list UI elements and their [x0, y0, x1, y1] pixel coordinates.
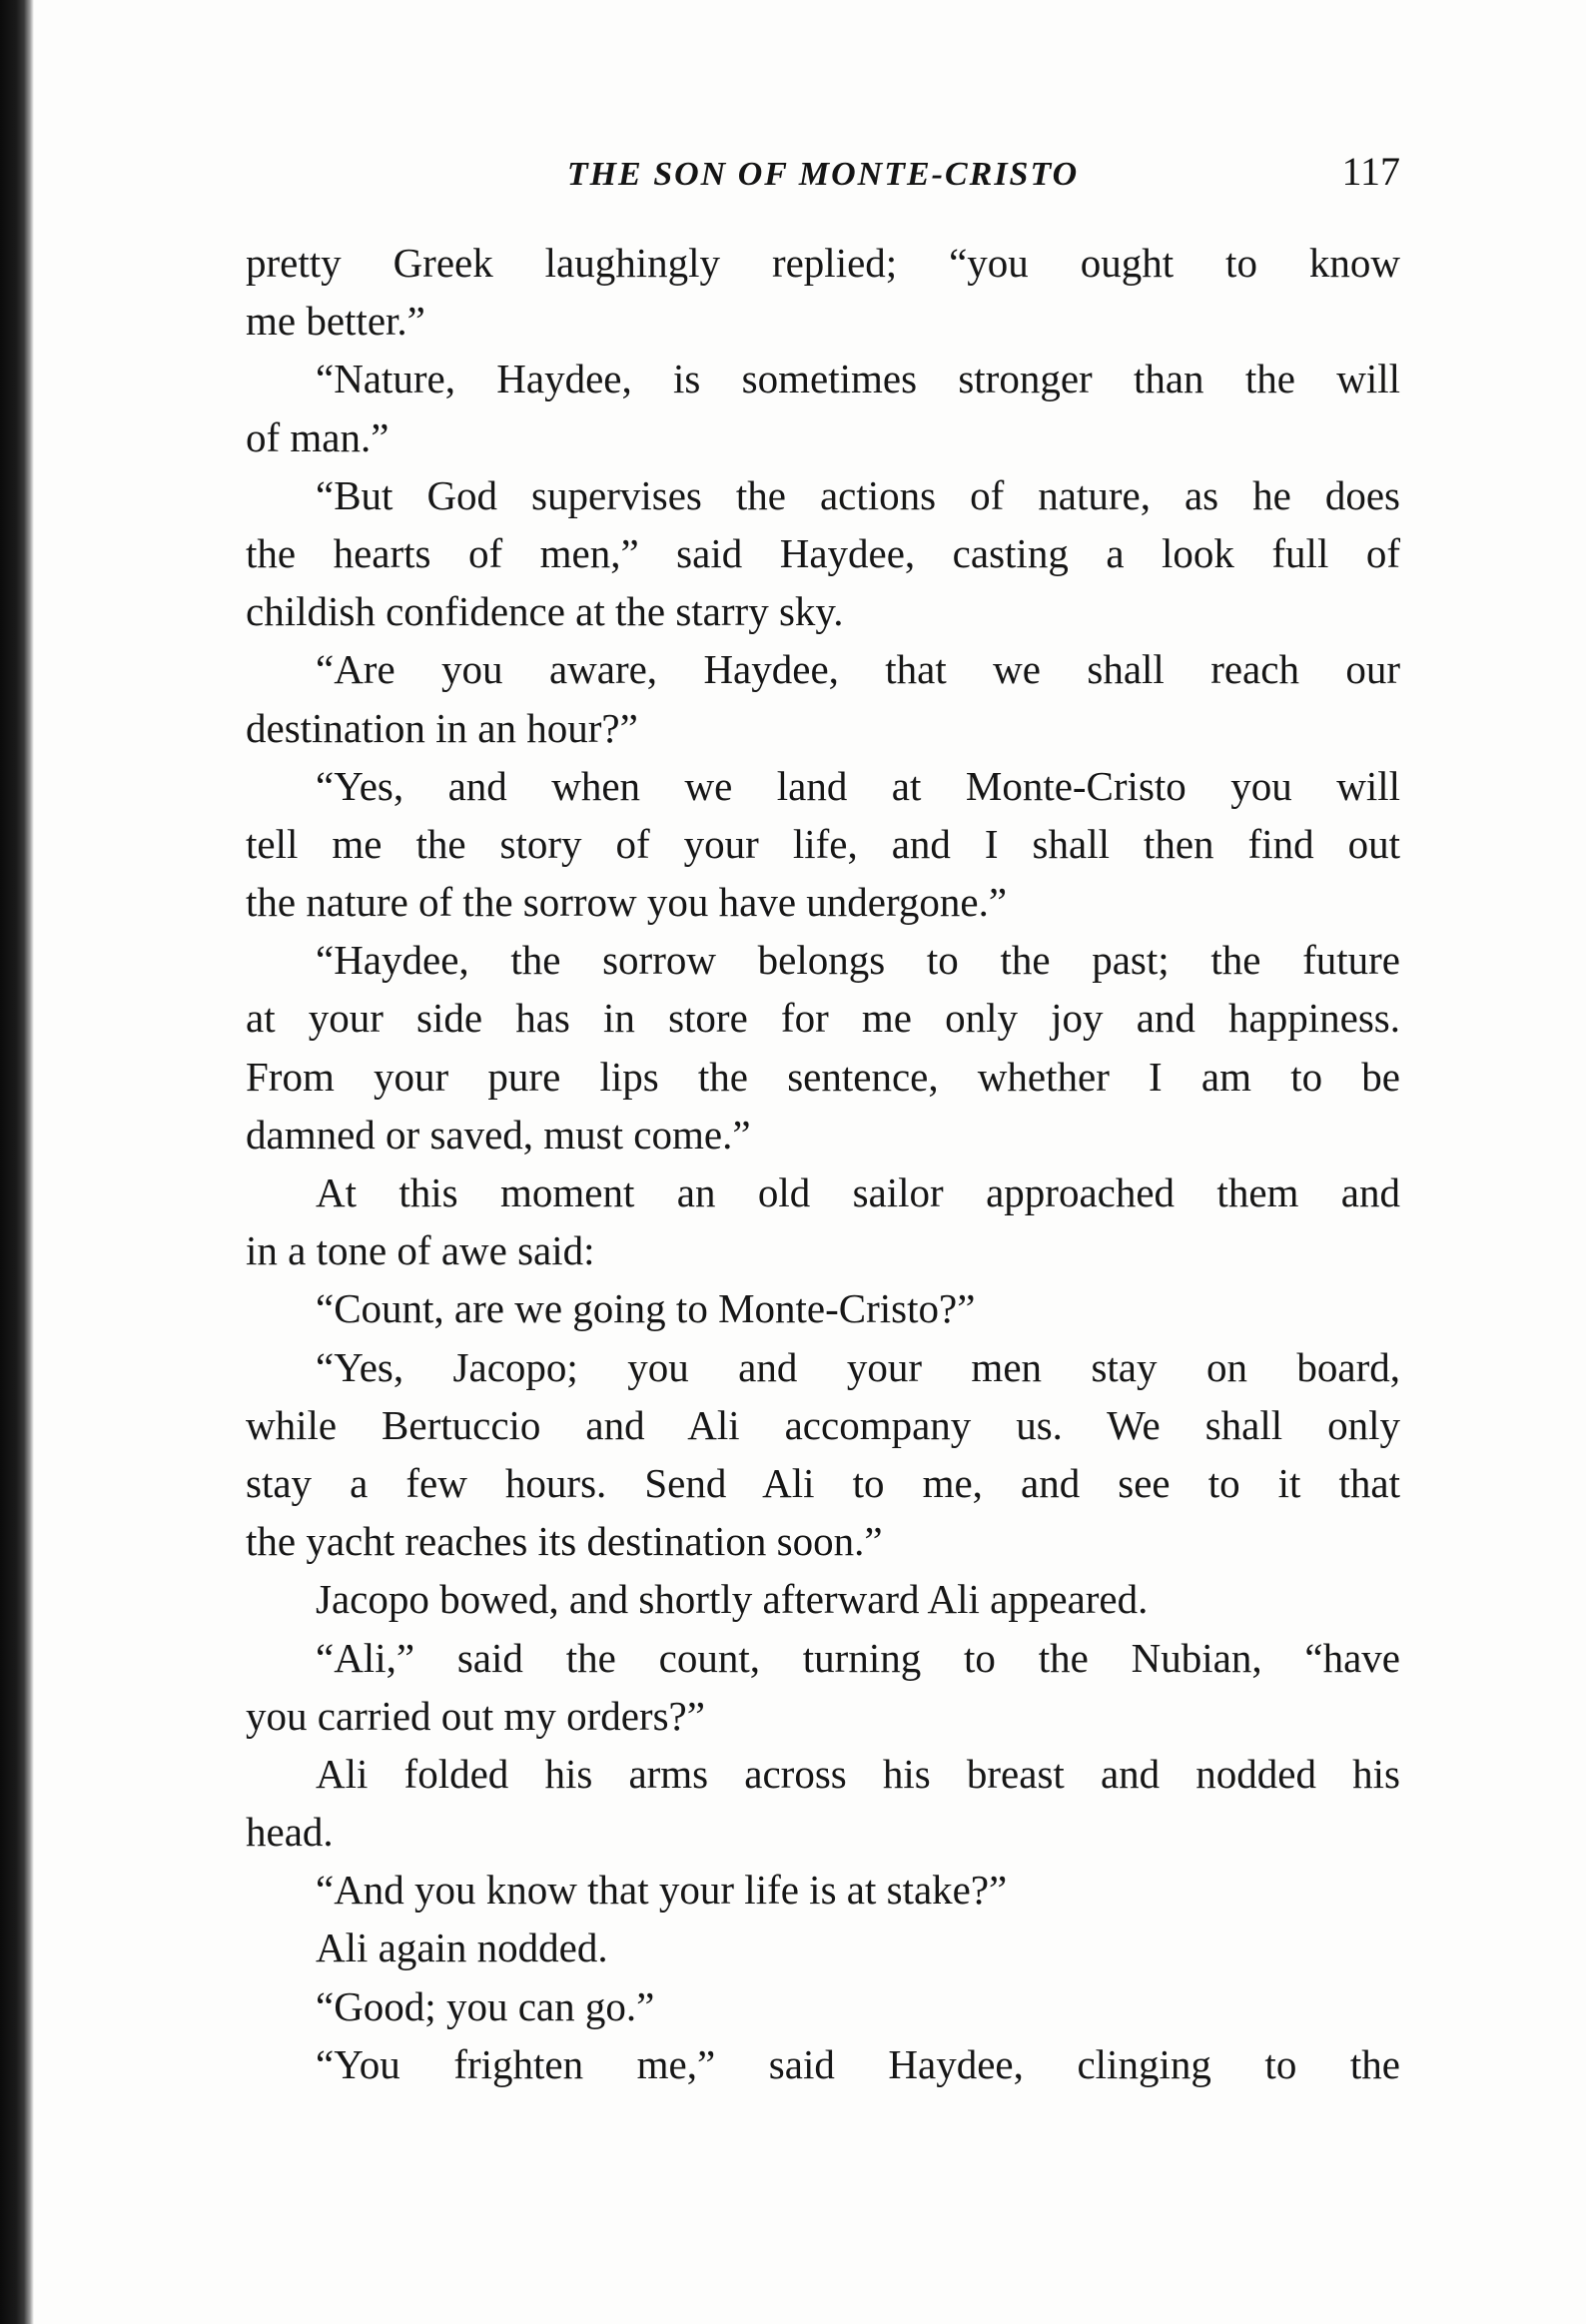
text-line: stay a few hours. Send Ali to me, and see to it that	[246, 1459, 1400, 1506]
page-header	[246, 148, 1400, 208]
text-line: From your pure lips the sentence, whether I am to be	[246, 1053, 1400, 1100]
text-line: of man.”	[246, 413, 390, 460]
text-line: “And you know that your life is at stake?”	[316, 1867, 1008, 1914]
text-line: head.	[246, 1809, 334, 1856]
text-line: “Good; you can go.”	[316, 1982, 655, 2029]
text-line: Ali again nodded.	[316, 1925, 608, 1971]
text-line: me better.”	[246, 298, 425, 345]
text-line: childish confidence at the starry sky.	[246, 588, 844, 635]
text-line: in a tone of awe said:	[246, 1227, 595, 1274]
text-line: while Bertuccio and Ali accompany us. We shall only	[246, 1401, 1400, 1448]
text-line: damned or saved, must come.”	[246, 1111, 751, 1158]
text-line: “You frighten me,” said Haydee, clinging to the	[316, 2040, 1400, 2087]
text-line: At this moment an old sailor approached them and	[316, 1169, 1400, 1215]
page-binding-edge	[0, 0, 34, 2324]
text-line: you carried out my orders?”	[246, 1692, 705, 1739]
text-line: “Nature, Haydee, is sometimes stronger than the will	[316, 356, 1400, 402]
text-line: “Yes, and when we land at Monte-Cristo you will	[316, 762, 1400, 809]
text-line: destination in an hour?”	[246, 704, 638, 751]
text-line: “But God supervises the actions of nature, as he does	[316, 471, 1400, 518]
text-line: “Ali,” said the count, turning to the Nubian, “have	[316, 1634, 1400, 1681]
running-title: THE SON OF MONTE-CRISTO	[566, 156, 1080, 193]
text-line: “Yes, Jacopo; you and your men stay on board,	[316, 1343, 1400, 1390]
body-text	[246, 234, 1400, 2093]
text-line: tell me the story of your life, and I shall then find out	[246, 820, 1400, 867]
text-line: Jacopo bowed, and shortly afterward Ali appeared.	[316, 1576, 1149, 1623]
text-line: the nature of the sorrow you have undergone.”	[246, 879, 1008, 926]
text-line: Ali folded his arms across his breast and nodded his	[316, 1750, 1400, 1797]
text-line: pretty Greek laughingly replied; “you ought to know	[246, 240, 1400, 286]
page-number: 117	[1341, 149, 1400, 194]
text-line: the hearts of men,” said Haydee, casting a look full of	[246, 529, 1400, 576]
text-line: “Count, are we going to Monte-Cristo?”	[316, 1285, 976, 1332]
text-line: “Are you aware, Haydee, that we shall reach our	[316, 646, 1400, 693]
text-line: the yacht reaches its destination soon.”	[246, 1518, 883, 1565]
text-line: “Haydee, the sorrow belongs to the past; the future	[316, 937, 1400, 984]
text-line: at your side has in store for me only joy and happiness.	[246, 995, 1400, 1042]
